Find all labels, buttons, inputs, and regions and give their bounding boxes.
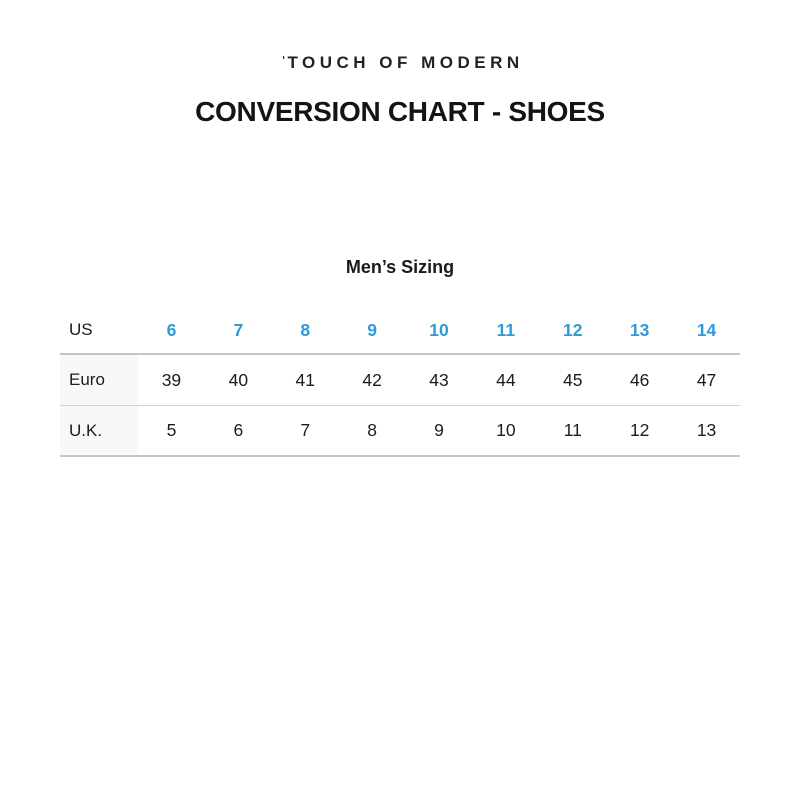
row-label-uk: U.K. <box>60 406 138 455</box>
table-row-euro <box>60 355 740 406</box>
euro-size-cell: 44 <box>496 369 516 390</box>
uk-size-cell: 7 <box>300 420 311 440</box>
section-title: Men’s Sizing <box>345 257 455 277</box>
us-size-cell: 7 <box>233 319 244 340</box>
euro-size-cell: 46 <box>629 369 650 390</box>
us-size-cell: 6 <box>166 319 177 340</box>
euro-size-cell: 47 <box>696 369 717 390</box>
row-label-euro: Euro <box>60 355 138 405</box>
us-size-cell: 8 <box>300 319 311 340</box>
size-conversion-table <box>60 307 740 457</box>
us-size-cell: 11 <box>496 319 516 340</box>
euro-size-cell: 42 <box>362 369 382 390</box>
us-size-cell: 13 <box>629 319 650 340</box>
us-size-cell: 10 <box>429 319 449 340</box>
uk-size-cell: 10 <box>496 420 516 440</box>
brand-logo <box>0 53 800 73</box>
us-size-cell: 9 <box>367 319 377 340</box>
uk-size-cell: 5 <box>166 420 177 440</box>
euro-size-cell: 39 <box>161 369 182 390</box>
uk-size-cell: 6 <box>233 420 244 440</box>
euro-size-cell: 43 <box>429 369 449 390</box>
uk-size-cell: 8 <box>367 420 377 440</box>
euro-size-cell: 40 <box>228 369 249 390</box>
euro-size-cell: 41 <box>295 369 315 390</box>
euro-size-cell: 45 <box>563 369 583 390</box>
uk-size-cell: 13 <box>696 420 717 440</box>
uk-size-cell: 11 <box>563 420 582 440</box>
brand-logo-text: TOUCH OF MODERN <box>287 53 524 72</box>
uk-size-cell: 9 <box>434 420 444 440</box>
table-row-us <box>60 307 740 355</box>
row-label-us: US <box>69 320 93 339</box>
us-size-cell: 12 <box>563 319 583 340</box>
brand-logo-tick-mark: ˈ <box>280 53 287 72</box>
us-size-cell: 14 <box>696 319 717 340</box>
uk-size-cell: 12 <box>629 420 650 440</box>
table-row-uk <box>60 406 740 457</box>
page-title: CONVERSION CHART - SHOES <box>195 96 605 127</box>
